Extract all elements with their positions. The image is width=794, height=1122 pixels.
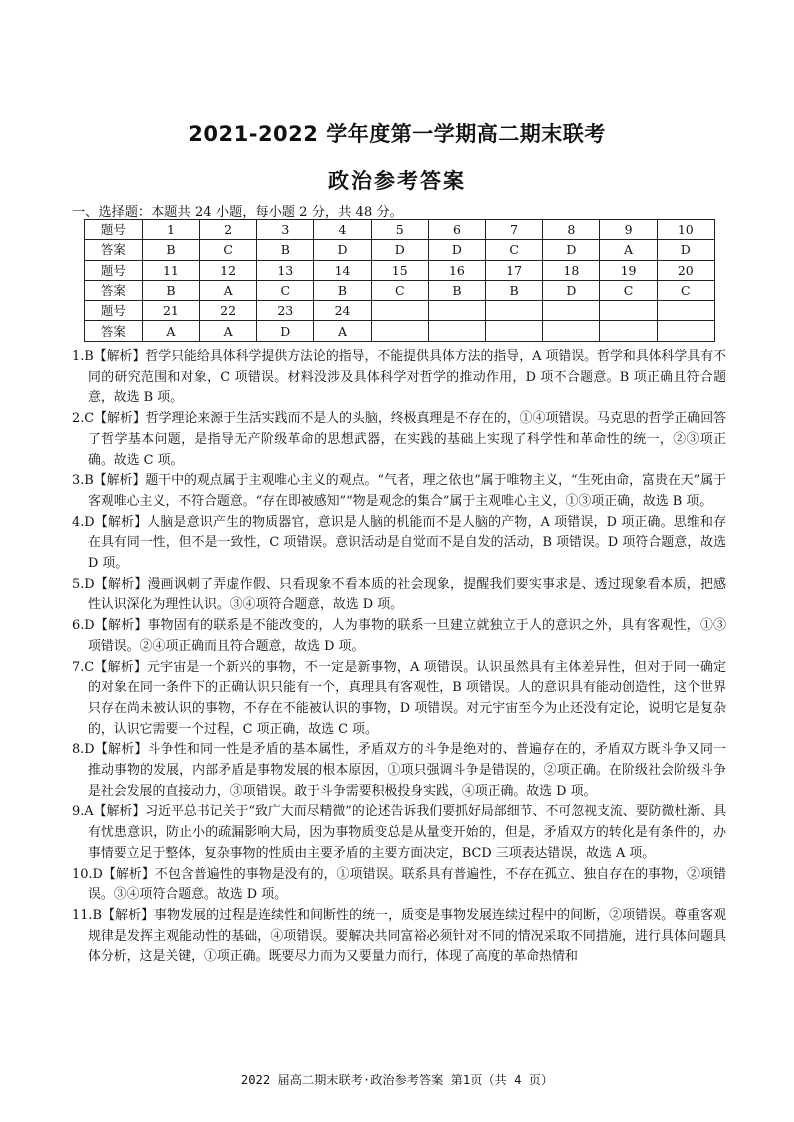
table-row <box>85 260 715 280</box>
table-cell <box>371 301 428 321</box>
table-cell <box>657 321 714 341</box>
section-heading: 一、选择题：本题共 24 小题，每小题 2 分，共 48 分。 <box>72 205 403 220</box>
table-cell: C <box>200 240 257 260</box>
table-cell: A <box>200 280 257 300</box>
row-header-cell: 题号 <box>85 301 143 321</box>
table-row <box>85 321 715 341</box>
table-cell <box>600 321 657 341</box>
table-cell: A <box>142 321 199 341</box>
table-cell: 19 <box>600 260 657 280</box>
row-header-cell: 答案 <box>85 321 143 341</box>
explanation-item: 7.C【解析】元宇宙是一个新兴的事物，不一定是新事物，A 项错误。认识虽然具有主体差异性，但对于同一确定的对象在同一条件下的正确认识只能有一个，真理具有客观性，B 项错误。人的意识具有能动创造性，这个世界只存在尚未被认识的事物，不存在不能被认识的事物，D 项错误。对元宇宙至今为止还没有定论，说明它是复杂的，认识它需要一个过程，C 项正确，故选 C 项。 <box>72 659 726 737</box>
table-cell: 5 <box>371 220 428 240</box>
row-header-cell: 题号 <box>85 220 143 240</box>
table-cell: 23 <box>257 301 314 321</box>
table-cell: 20 <box>657 260 714 280</box>
table-cell: 2 <box>200 220 257 240</box>
table-cell <box>486 321 543 341</box>
table-cell: A <box>600 240 657 260</box>
table-cell: D <box>257 321 314 341</box>
explanation-item: 4.D【解析】人脑是意识产生的物质器官，意识是人脑的机能而不是人脑的产物，A 项错误，D 项正确。思维和存在具有同一性，但不是一致性，C 项错误。意识活动是自觉而不是自发的活动，B 项错误。D 项符合题意，故选 D 项。 <box>72 514 726 572</box>
explanation-item: 8.D【解析】斗争性和同一性是矛盾的基本属性，矛盾双方的斗争是绝对的、普遍存在的，矛盾双方既斗争又同一推动事物的发展，内部矛盾是事物发展的根本原因，①项只强调斗争是错误的，②项正确。在阶级社会阶级斗争是社会发展的直接动力，③项错误。敢于斗争需要积极投身实践，④项正确。故选 D 项。 <box>72 742 726 799</box>
row-header-cell: 答案 <box>85 240 143 260</box>
table-cell: 17 <box>486 260 543 280</box>
explanation-item: 2.C【解析】哲学理论来源于生活实践而不是人的头脑，终极真理是不存在的，①④项错误。马克思的哲学正确回答了哲学基本问题，是指导无产阶级革命的思想武器，在实践的基础上实现了科学性和革命性的统一，②③项正确。故选 C 项。 <box>72 411 726 468</box>
table-row <box>85 240 715 260</box>
table-cell: B <box>142 280 199 300</box>
table-cell: B <box>314 280 371 300</box>
page-footer: 2022 届高二期末联考·政治参考答案 第1页（共 4 页） <box>240 1073 554 1087</box>
answer-table <box>84 219 715 342</box>
table-cell: 11 <box>142 260 199 280</box>
document-title: 2021-2022 学年度第一学期高二期末联考 <box>188 122 606 146</box>
table-cell <box>600 301 657 321</box>
table-row <box>85 301 715 321</box>
explanation-item: 1.B【解析】哲学只能给具体科学提供方法论的指导，不能提供具体方法的指导，A 项错误。哲学和具体科学具有不同的研究范围和对象，C 项错误。材料没涉及具体科学对哲学的推动作用，D 项不合题意。B 项正确且符合题意，故选 B 项。 <box>72 349 726 406</box>
table-cell: 9 <box>600 220 657 240</box>
explanation-list <box>72 347 726 968</box>
explanation-item: 10.D【解析】不包含普遍性的事物是没有的，①项错误。联系具有普遍性，不存在孤立、独自存在的事物，②项错误。③④项符合题意。故选 D 项。 <box>72 866 726 903</box>
table-cell: D <box>314 240 371 260</box>
table-cell: 22 <box>200 301 257 321</box>
table-cell <box>543 321 600 341</box>
table-cell: D <box>543 240 600 260</box>
table-cell: 16 <box>428 260 485 280</box>
table-cell: 7 <box>486 220 543 240</box>
document-subtitle: 政治参考答案 <box>328 169 466 193</box>
table-cell: 14 <box>314 260 371 280</box>
table-cell: A <box>200 321 257 341</box>
table-cell: B <box>486 280 543 300</box>
table-cell: C <box>600 280 657 300</box>
table-row <box>85 280 715 300</box>
table-cell: 3 <box>257 220 314 240</box>
table-cell: C <box>371 280 428 300</box>
table-row <box>85 220 715 240</box>
table-cell <box>428 301 485 321</box>
table-cell: B <box>142 240 199 260</box>
table-cell: D <box>543 280 600 300</box>
table-cell: D <box>371 240 428 260</box>
table-cell: D <box>657 240 714 260</box>
table-cell <box>371 321 428 341</box>
table-cell: 24 <box>314 301 371 321</box>
table-cell: 13 <box>257 260 314 280</box>
row-header-cell: 题号 <box>85 260 143 280</box>
table-cell <box>657 301 714 321</box>
explanation-item: 11.B【解析】事物发展的过程是连续性和间断性的统一，质变是事物发展连续过程中的间断，②项错误。尊重客观规律是发挥主观能动性的基础，④项错误。要解决共同富裕必须针对不同的情况采取不同措施，进行具体问题具体分析，这是关键，①项正确。既要尽力而为又要量力而行，体现了高度的革命热情和 <box>72 907 726 965</box>
table-cell <box>428 321 485 341</box>
explanation-item: 5.D【解析】漫画讽刺了弄虚作假、只看现象不看本质的社会现象，提醒我们要实事求是、透过现象看本质，把感性认识深化为理性认识。③④项符合题意，故选 D 项。 <box>72 576 726 613</box>
table-cell: 15 <box>371 260 428 280</box>
table-cell: 12 <box>200 260 257 280</box>
table-cell: B <box>428 280 485 300</box>
table-cell: 10 <box>657 220 714 240</box>
table-cell: D <box>428 240 485 260</box>
table-cell: C <box>657 280 714 300</box>
explanation-item: 9.A【解析】习近平总书记关于“致广大而尽精微”的论述告诉我们要抓好局部细节、不可忽视支流、要防微杜渐、具有忧患意识，防止小的疏漏影响大局，因为事物质变总是从量变开始的，但是，矛盾双方的转化是有条件的，办事情要立足于整体，复杂事物的性质由主要矛盾的主要方面决定，BCD 三项表达错误，故选 A 项。 <box>72 804 726 861</box>
table-cell: 6 <box>428 220 485 240</box>
table-cell: C <box>486 240 543 260</box>
table-cell: 4 <box>314 220 371 240</box>
explanation-item: 3.B【解析】题干中的观点属于主观唯心主义的观点。“气者，理之依也”属于唯物主义，“生死由命，富贵在天”属于客观唯心主义，不符合题意。“存在即被感知”“物是观念的集合”属于主观唯心主义，①③项正确，故选 B 项。 <box>72 473 726 509</box>
table-cell: C <box>257 280 314 300</box>
table-cell: 1 <box>142 220 199 240</box>
explanation-item: 6.D【解析】事物固有的联系是不能改变的，人为事物的联系一旦建立就独立于人的意识之外，具有客观性，①③项错误。②④项正确而且符合题意，故选 D 项。 <box>72 618 726 654</box>
table-cell <box>543 301 600 321</box>
row-header-cell: 答案 <box>85 280 143 300</box>
table-cell: 18 <box>543 260 600 280</box>
table-cell <box>486 301 543 321</box>
table-cell: B <box>257 240 314 260</box>
table-cell: 8 <box>543 220 600 240</box>
table-cell: A <box>314 321 371 341</box>
table-cell: 21 <box>142 301 199 321</box>
